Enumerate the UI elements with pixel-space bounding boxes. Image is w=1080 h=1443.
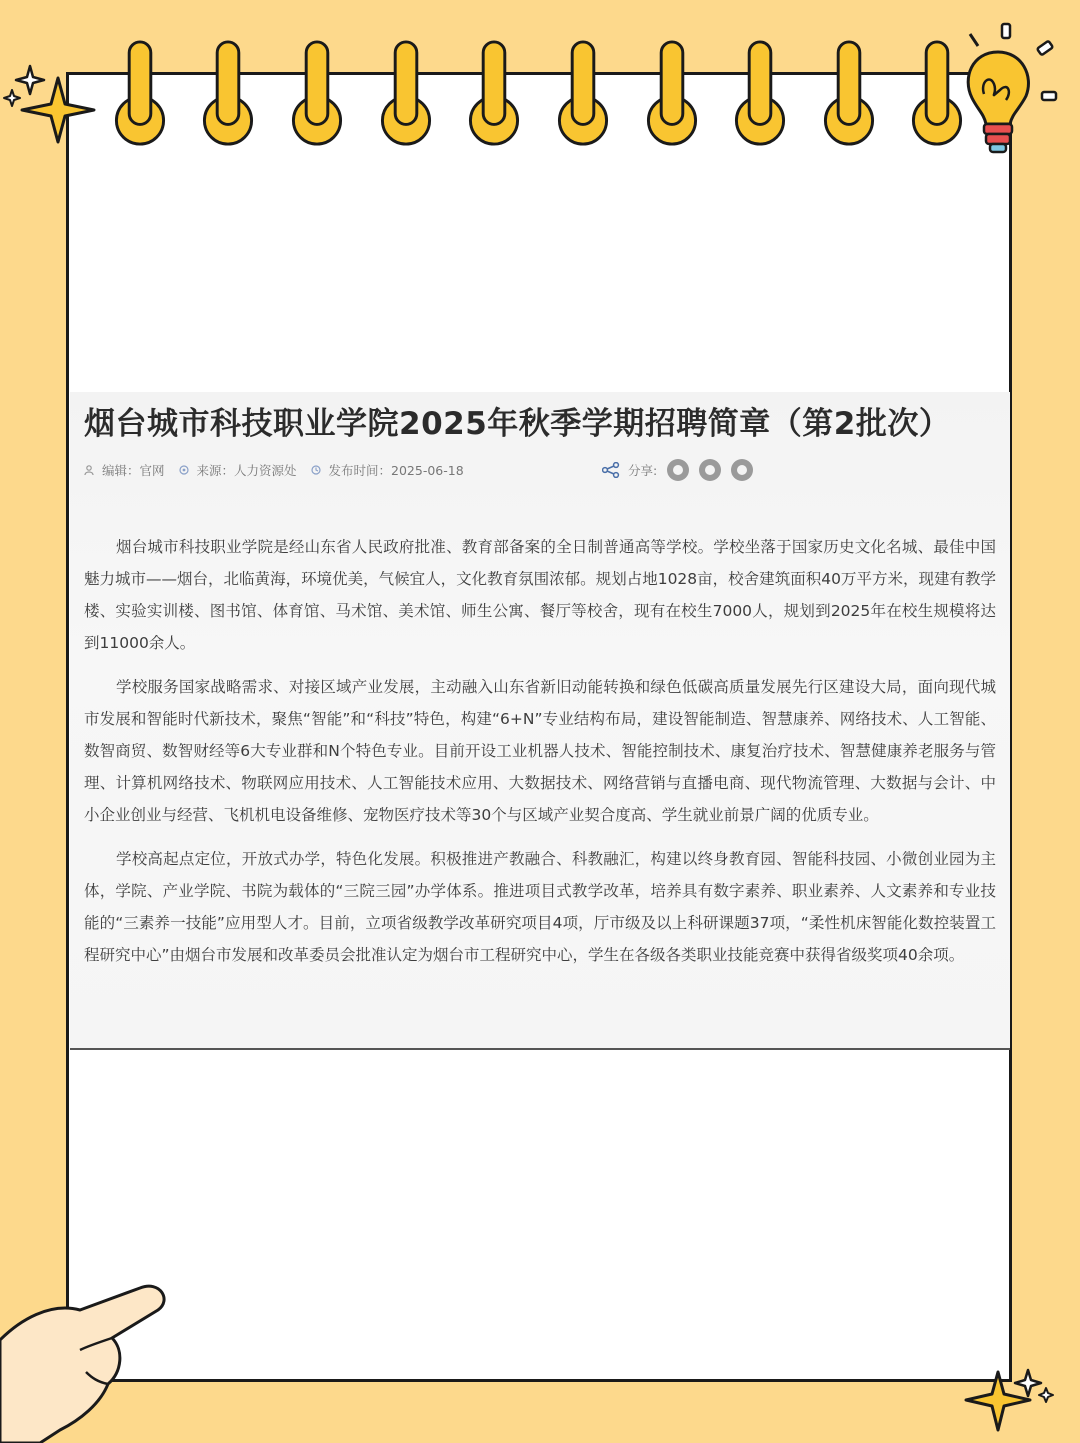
editor-text: 编辑：官网 (102, 463, 165, 478)
share-icon[interactable] (602, 462, 620, 478)
spiral-ring-icon (645, 38, 699, 148)
sparkle-icon (2, 64, 102, 148)
qzone-share-button[interactable] (699, 459, 721, 481)
page-title: 烟台城市科技职业学院2025年秋季学期招聘简章（第2批次） (84, 406, 951, 442)
clock-icon (311, 465, 321, 475)
spiral-ring-icon (733, 38, 787, 148)
article-meta (84, 459, 996, 481)
article-body (84, 531, 996, 971)
weibo-icon (673, 465, 683, 475)
source-text: 来源：人力资源处 (196, 463, 297, 478)
share-label: 分享: (628, 463, 658, 478)
date-text: 发布时间：2025-06-18 (328, 463, 464, 478)
spiral-ring-icon (379, 38, 433, 148)
user-icon (84, 465, 94, 475)
paragraph: 烟台城市科技职业学院是经山东省人民政府批准、教育部备案的全日制普通高等学校。学校坐落于国家历史文化名城、最佳中国魅力城市——烟台，北临黄海，环境优美，气候宜人，文化教育氛围浓郁。规划占地1028亩，校舍建筑面积40万平方米，现建有教学楼、实验实训楼、图书馆、体育馆、马术馆、美术馆、师生公寓、餐厅等校舍，现有在校生7000人，规划到2025年在校生规模将达到11000余人。 (84, 538, 996, 652)
share-bar (602, 459, 763, 481)
article-panel (70, 392, 1010, 1050)
wechat-icon (737, 465, 747, 475)
spiral-ring-icon (201, 38, 255, 148)
source-icon (179, 465, 189, 475)
source-info (179, 461, 297, 479)
paragraph: 学校服务国家战略需求、对接区域产业发展，主动融入山东省新旧动能转换和绿色低碳高质量发展先行区建设大局，面向现代城市发展和智能时代新技术，聚焦“智能”和“科技”特色，构建“6+N”专业结构布局，建设智能制造、智慧康养、网络技术、人工智能、数智商贸、数智财经等6大专业群和N个特色专业。目前开设工业机器人技术、智能控制技术、康复治疗技术、智慧健康养老服务与管理、计算机网络技术、物联网应用技术、人工智能技术应用、大数据技术、网络营销与直播电商、现代物流管理、大数据与会计、中小企业创业与经营、飞机机电设备维修、宠物医疗技术等30个与区域产业契合度高、学生就业前景广阔的优质专业。 (84, 678, 996, 824)
wechat-share-button[interactable] (731, 459, 753, 481)
pointing-hand-icon (0, 1280, 180, 1443)
spiral-ring-icon (556, 38, 610, 148)
spiral-ring-icon (113, 38, 167, 148)
weibo-share-button[interactable] (667, 459, 689, 481)
qzone-icon (705, 465, 715, 475)
spiral-ring-icon (290, 38, 344, 148)
light-bulb-icon (950, 20, 1060, 160)
editor-info (84, 461, 165, 479)
sparkle-icon (958, 1364, 1058, 1443)
date-info (311, 461, 464, 479)
spiral-ring-icon (467, 38, 521, 148)
paragraph: 学校高起点定位，开放式办学，特色化发展。积极推进产教融合、科教融汇，构建以终身教育园、智能科技园、小微创业园为主体，学院、产业学院、书院为载体的“三院三园”办学体系。推进项目式教学改革，培养具有数字素养、职业素养、人文素养和专业技能的“三素养一技能”应用型人才。目前，立项省级教学改革研究项目4项，厅市级及以上科研课题37项，“柔性机床智能化数控装置工程研究中心”由烟台市发展和改革委员会批准认定为烟台市工程研究中心，学生在各级各类职业技能竞赛中获得省级奖项40余项。 (84, 850, 996, 964)
spiral-ring-icon (822, 38, 876, 148)
